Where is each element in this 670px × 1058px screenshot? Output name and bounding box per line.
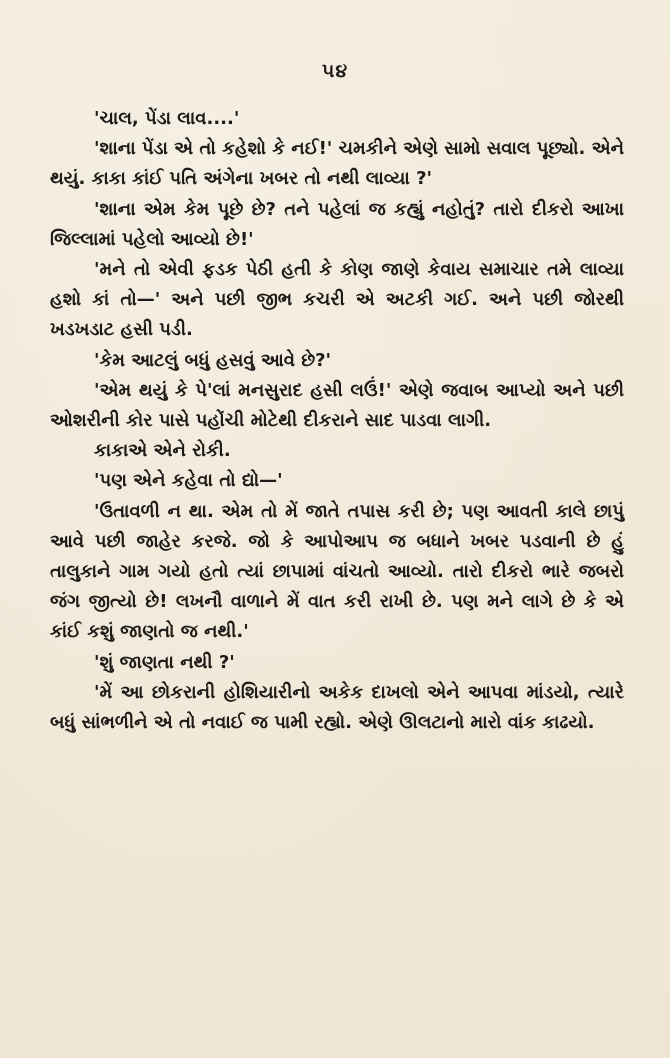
paragraph-3: 'શાના એમ કેમ પૂછે છે? તને પહેલાં જ કહ્યું નહોતું? તારો દીકરો આખા જિલ્લામાં પહેલો આવ્યો છે!'	[50, 198, 624, 250]
paragraph-10: 'શું જાણતા નથી ?'	[94, 651, 235, 673]
paragraph-5: 'કેમ આટલું બધું હસવું આવે છે?'	[94, 349, 332, 371]
paragraph-9: 'ઉતાવળી ન થા. એમ તો મેં જાતે તપાસ કરી છે; પણ આવતી કાલે છાપું આવે પછી જાહેર કરજે. જો કે આપોઆપ જ બધાને ખબર પડવાની છે હું તાલુકાને ગામ ગયો હતો ત્યાં છાપામાં વાંચતો આવ્યો. તારો દીકરો ભારે જબરો જંગ જીત્યો છે! લખનૌ વાળાને મેં વાત કરી રાખી છે. પણ મને લાગે છે કે એ કાંઈ કશું જાણતો જ નથી.'	[50, 500, 624, 643]
paragraph-1: 'ચાલ, પેંડા લાવ....'	[94, 108, 240, 129]
paragraph-4: 'મને તો એવી ફડક પેઠી હતી કે કોણ જાણે કેવાય સમાચાર તમે લાવ્યા હશો કાં તો—' અને પછી જીભ કચરી એ અટકી ગઈ. અને પછી જોરથી ખડખડાટ હસી પડી.	[50, 259, 624, 341]
body-text	[50, 104, 624, 738]
paragraph-11: 'મેં આ છોકરાની હોશિયારીનો અકેક દાખલો એને આપવા માંડયો, ત્યારે બધું સાંભળીને એ તો નવાઈ જ પામી રહ્યો. એણે ઊલટાનો મારો વાંક કાઢયો.	[50, 681, 624, 734]
paragraph-8: 'પણ એને કહેવા તો દ્યો—'	[94, 470, 283, 492]
paragraph-6: 'એમ થયું કે પે'લાં મનસુરાદ હસી લઉં!' એણે જવાબ આપ્યો અને પછી ઓશરીની કોર પાસે પહોંચી મોટેથી દીકરાને સાદ પાડવા લાગી.	[50, 379, 624, 432]
paragraph-2: 'શાના પેંડા એ તો કહેશો કે નઈ!' ચમકીને એણે સામો સવાલ પૂછ્યો. એને થયું. કાકા કાંઈ પતિ અંગેના ખબર તો નથી લાવ્યા ?'	[50, 138, 624, 190]
paragraph-7: કાકાએ એને રોકી.	[94, 440, 231, 462]
page-number: ૫૪	[321, 60, 349, 82]
